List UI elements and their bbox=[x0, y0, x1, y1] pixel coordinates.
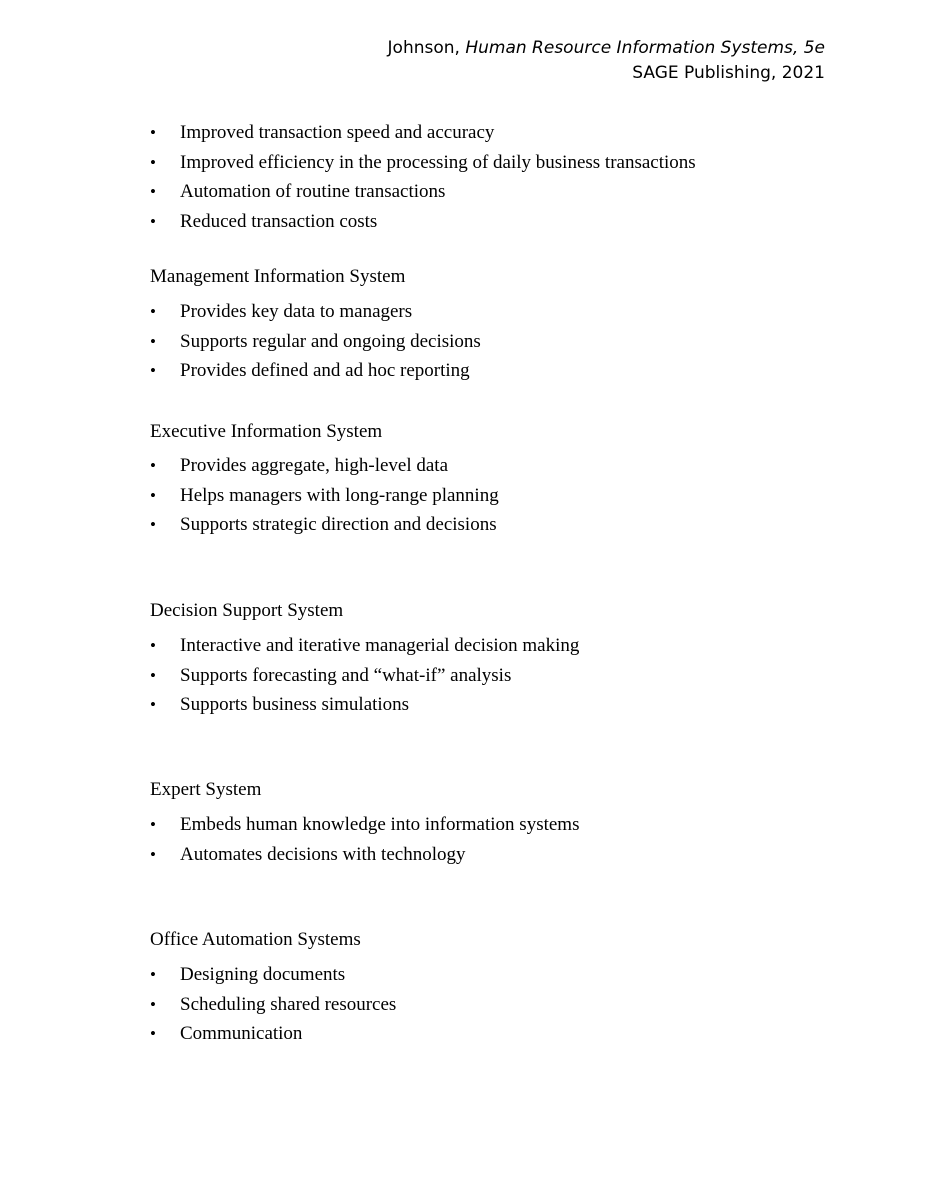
bullet-icon: • bbox=[150, 965, 156, 984]
list-item-text: Interactive and iterative managerial decision making bbox=[180, 635, 580, 656]
bullet-icon: • bbox=[150, 361, 156, 380]
section-heading-management-information-system: Management Information System bbox=[150, 266, 406, 287]
list-item-text: Scheduling shared resources bbox=[180, 993, 397, 1015]
bullet-icon: • bbox=[150, 211, 156, 231]
list-item-text: Helps managers with long-range planning bbox=[180, 484, 499, 506]
bullet-icon: • bbox=[150, 331, 156, 351]
header-book-title: Human Resource Information Systems, 5e bbox=[465, 38, 825, 58]
bullet-icon: • bbox=[150, 456, 156, 475]
list-item-text: Supports regular and ongoing decisions bbox=[180, 330, 481, 352]
header-author: Johnson, bbox=[387, 38, 466, 58]
bullet-icon: • bbox=[150, 152, 156, 172]
bullet-icon: • bbox=[150, 695, 156, 714]
bullet-icon: • bbox=[150, 844, 156, 864]
list-item-text: Provides defined and ad hoc reporting bbox=[180, 360, 470, 381]
list-item-text: Embeds human knowledge into information systems bbox=[180, 814, 580, 835]
list-item-text: Communication bbox=[180, 1023, 303, 1044]
bullet-icon: • bbox=[150, 123, 156, 142]
list-item-text: Provides aggregate, high-level data bbox=[180, 455, 449, 476]
bullet-icon: • bbox=[150, 485, 156, 505]
list-item-text: Improved efficiency in the processing of daily business transactions bbox=[180, 151, 696, 173]
list-item-text: Provides key data to managers bbox=[180, 301, 413, 322]
bullet-icon: • bbox=[150, 994, 156, 1014]
section-heading-office-automation-systems: Office Automation Systems bbox=[150, 929, 361, 950]
section-heading-executive-information-system: Executive Information System bbox=[150, 421, 383, 442]
list-item-text: Supports business simulations bbox=[180, 694, 410, 715]
bullet-icon: • bbox=[150, 302, 156, 321]
page-header bbox=[388, 36, 825, 86]
list-item-text: Improved transaction speed and accuracy bbox=[180, 122, 495, 143]
header-citation-line bbox=[388, 36, 825, 61]
list-item-text: Designing documents bbox=[180, 964, 346, 985]
list-item-text: Supports strategic direction and decisions bbox=[180, 514, 497, 535]
bullet-icon: • bbox=[150, 1024, 156, 1043]
bullet-icon: • bbox=[150, 182, 156, 201]
list-item-text: Automation of routine transactions bbox=[180, 181, 446, 202]
header-publisher-line: SAGE Publishing, 2021 bbox=[632, 63, 825, 83]
list-item-text: Reduced transaction costs bbox=[180, 210, 378, 232]
list-item-text: Automates decisions with technology bbox=[180, 843, 466, 865]
bullet-icon: • bbox=[150, 515, 156, 534]
list-item-text: Supports forecasting and “what-if” analysis bbox=[180, 664, 512, 686]
bullet-icon: • bbox=[150, 665, 156, 685]
bullet-icon: • bbox=[150, 815, 156, 834]
bullet-icon: • bbox=[150, 636, 156, 655]
section-heading-decision-support-system: Decision Support System bbox=[150, 600, 344, 621]
section-heading-expert-system: Expert System bbox=[150, 779, 262, 800]
